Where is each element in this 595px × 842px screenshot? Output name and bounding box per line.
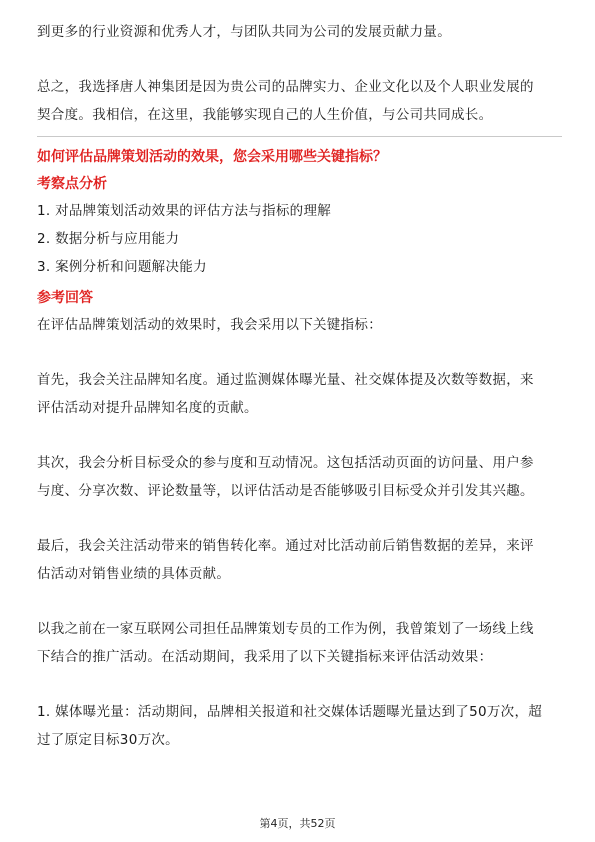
answer-paragraph-4-line-1: 最后，我会关注活动带来的销售转化率。通过对比活动前后销售数据的差异，来评 <box>37 538 534 554</box>
answer-paragraph-1: 在评估品牌策划活动的效果时，我会采用以下关键指标： <box>37 317 382 333</box>
analysis-heading: 考察点分析 <box>37 176 107 192</box>
answer-paragraph-6-line-1: 1. 媒体曝光量：活动期间，品牌相关报道和社交媒体话题曝光量达到了50万次，超 <box>37 704 543 720</box>
answer-paragraph-5-line-2: 下结合的推广活动。在活动期间，我采用了以下关键指标来评估活动效果： <box>37 649 493 665</box>
answer-paragraph-4-line-2: 估活动对销售业绩的具体贡献。 <box>37 566 231 582</box>
answer-paragraph-3-line-2: 与度、分享次数、评论数量等，以评估活动是否能够吸引目标受众并引发其兴趣。 <box>37 483 534 499</box>
answer-paragraph-2-line-2: 评估活动对提升品牌知名度的贡献。 <box>37 400 258 416</box>
analysis-item: 2. 数据分析与应用能力 <box>37 231 180 247</box>
document-page <box>37 0 562 754</box>
section-divider <box>37 136 562 137</box>
analysis-item: 1. 对品牌策划活动效果的评估方法与指标的理解 <box>37 203 332 219</box>
answer-paragraph-6-line-2: 过了原定目标30万次。 <box>37 732 179 748</box>
answer-heading: 参考回答 <box>37 290 93 306</box>
answer-paragraph-5-line-1: 以我之前在一家互联网公司担任品牌策划专员的工作为例，我曾策划了一场线上线 <box>37 621 534 637</box>
answer-paragraph-3-line-1: 其次，我会分析目标受众的参与度和互动情况。这包括活动页面的访问量、用户参 <box>37 455 534 471</box>
intro-line: 到更多的行业资源和优秀人才，与团队共同为公司的发展贡献力量。 <box>37 24 451 40</box>
summary-line-2: 契合度。我相信，在这里，我能够实现自己的人生价值，与公司共同成长。 <box>37 107 493 123</box>
analysis-item: 3. 案例分析和问题解决能力 <box>37 259 207 275</box>
page-number: 第4页，共52页 <box>259 817 336 830</box>
answer-paragraph-2-line-1: 首先，我会关注品牌知名度。通过监测媒体曝光量、社交媒体提及次数等数据，来 <box>37 372 534 388</box>
summary-line-1: 总之，我选择唐人神集团是因为贵公司的品牌实力、企业文化以及个人职业发展的 <box>37 79 534 95</box>
question-title: 如何评估品牌策划活动的效果，您会采用哪些关键指标？ <box>37 149 387 165</box>
